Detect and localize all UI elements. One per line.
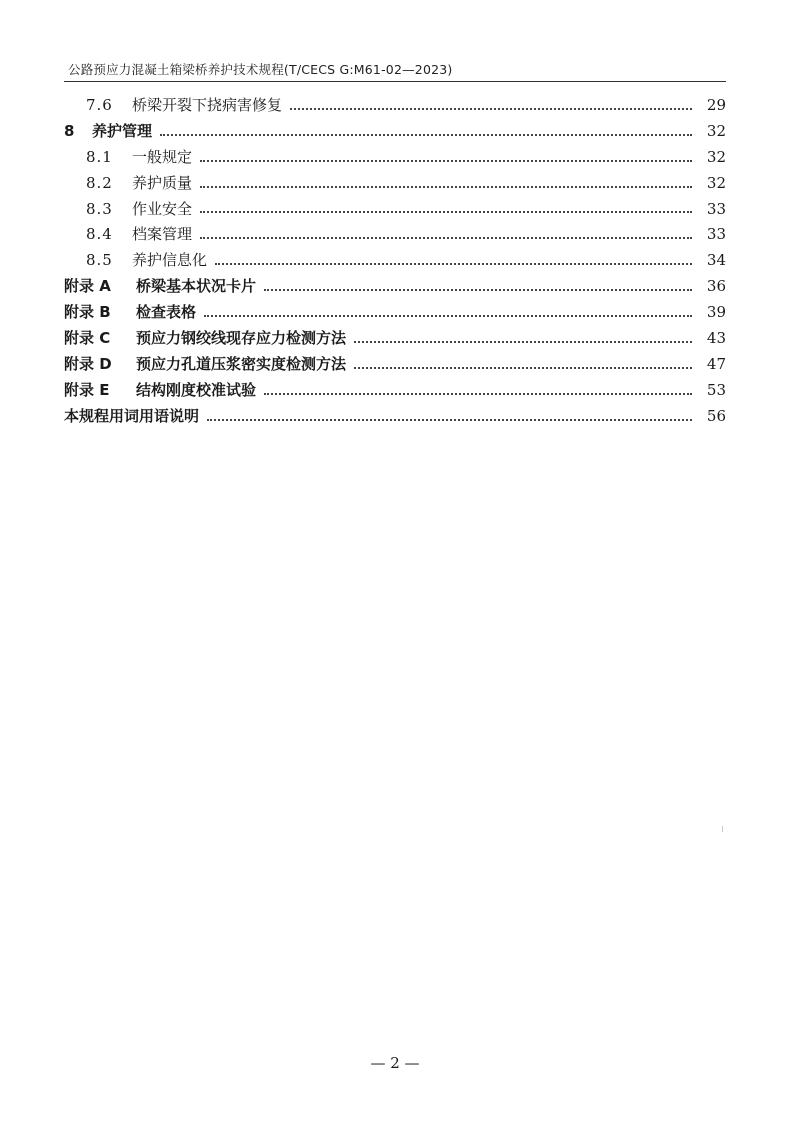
dot-leader (290, 108, 692, 110)
toc-entry-number: 8.3 (86, 199, 113, 218)
toc-entry-appendix-a[interactable] (64, 275, 726, 301)
dot-leader (200, 211, 692, 213)
toc-entry-page: 32 (706, 147, 726, 166)
dot-leader (200, 160, 692, 162)
toc-entry-appendix-c[interactable] (64, 327, 726, 353)
toc-entry-title: 养护质量 (132, 173, 193, 192)
toc-entry-number: 7.6 (86, 96, 113, 114)
toc-entry-number: 8.5 (86, 251, 113, 270)
running-header: 公路预应力混凝土箱梁桥养护技术规程(T/CECS G:M61-02—2023) (68, 62, 453, 77)
toc-entry-page: 34 (706, 251, 726, 270)
table-of-contents (64, 94, 726, 431)
header-rule (64, 81, 726, 82)
dot-leader (354, 341, 692, 343)
toc-entry-number: 附录 C (64, 329, 111, 348)
dot-leader (160, 134, 692, 136)
dot-leader (200, 237, 692, 239)
dot-leader (215, 263, 692, 265)
toc-entry-7-6[interactable] (64, 94, 726, 120)
toc-entry-title: 预应力钢绞线现存应力检测方法 (136, 329, 347, 348)
scan-mark (722, 826, 726, 832)
toc-entry-title: 结构刚度校准试验 (136, 380, 257, 399)
toc-entry-8[interactable] (64, 120, 726, 146)
toc-entry-8-1[interactable] (64, 146, 726, 172)
toc-entry-title: 一般规定 (132, 147, 193, 166)
toc-entry-number: 附录 E (64, 380, 110, 399)
toc-entry-page: 32 (706, 173, 726, 192)
toc-entry-8-5[interactable] (64, 249, 726, 275)
toc-entry-8-3[interactable] (64, 198, 726, 224)
dot-leader (264, 393, 692, 395)
dot-leader (264, 289, 692, 291)
toc-entry-page: 43 (706, 329, 726, 348)
toc-entry-number: 8 (64, 121, 75, 140)
toc-entry-title: 预应力孔道压浆密实度检测方法 (136, 354, 347, 373)
toc-entry-appendix-d[interactable] (64, 353, 726, 379)
toc-entry-page: 29 (706, 96, 726, 114)
toc-entry-title: 桥梁开裂下挠病害修复 (132, 96, 283, 114)
toc-entry-number: 附录 D (64, 354, 112, 373)
toc-entry-number: 附录 B (64, 303, 111, 322)
toc-entry-title: 作业安全 (132, 199, 193, 218)
toc-entry-title: 检查表格 (136, 303, 197, 322)
toc-entry-number: 8.4 (86, 225, 113, 244)
dot-leader (200, 186, 692, 188)
dot-leader (354, 367, 692, 369)
toc-entry-title: 档案管理 (132, 225, 193, 244)
toc-entry-title: 本规程用词用语说明 (64, 406, 200, 425)
toc-entry-terms-explanation[interactable] (64, 405, 726, 431)
toc-entry-title: 养护信息化 (132, 251, 208, 270)
toc-entry-page: 39 (706, 303, 726, 322)
toc-entry-number: 8.1 (86, 147, 113, 166)
toc-entry-page: 33 (706, 225, 726, 244)
toc-entry-page: 53 (706, 380, 726, 399)
toc-entry-page: 56 (706, 406, 726, 425)
toc-entry-number: 附录 A (64, 277, 111, 296)
dot-leader (207, 419, 692, 421)
toc-entry-number: 8.2 (86, 173, 113, 192)
toc-entry-page: 33 (706, 199, 726, 218)
toc-entry-title: 养护管理 (92, 121, 153, 140)
dot-leader (204, 315, 692, 317)
toc-entry-appendix-b[interactable] (64, 301, 726, 327)
toc-entry-8-2[interactable] (64, 172, 726, 198)
page-number: — 2 — (370, 1054, 420, 1072)
toc-entry-appendix-e[interactable] (64, 379, 726, 405)
toc-entry-page: 47 (706, 354, 726, 373)
toc-entry-title: 桥梁基本状况卡片 (136, 277, 257, 296)
toc-entry-8-4[interactable] (64, 223, 726, 249)
toc-entry-page: 36 (706, 277, 726, 296)
toc-entry-page: 32 (706, 121, 726, 140)
